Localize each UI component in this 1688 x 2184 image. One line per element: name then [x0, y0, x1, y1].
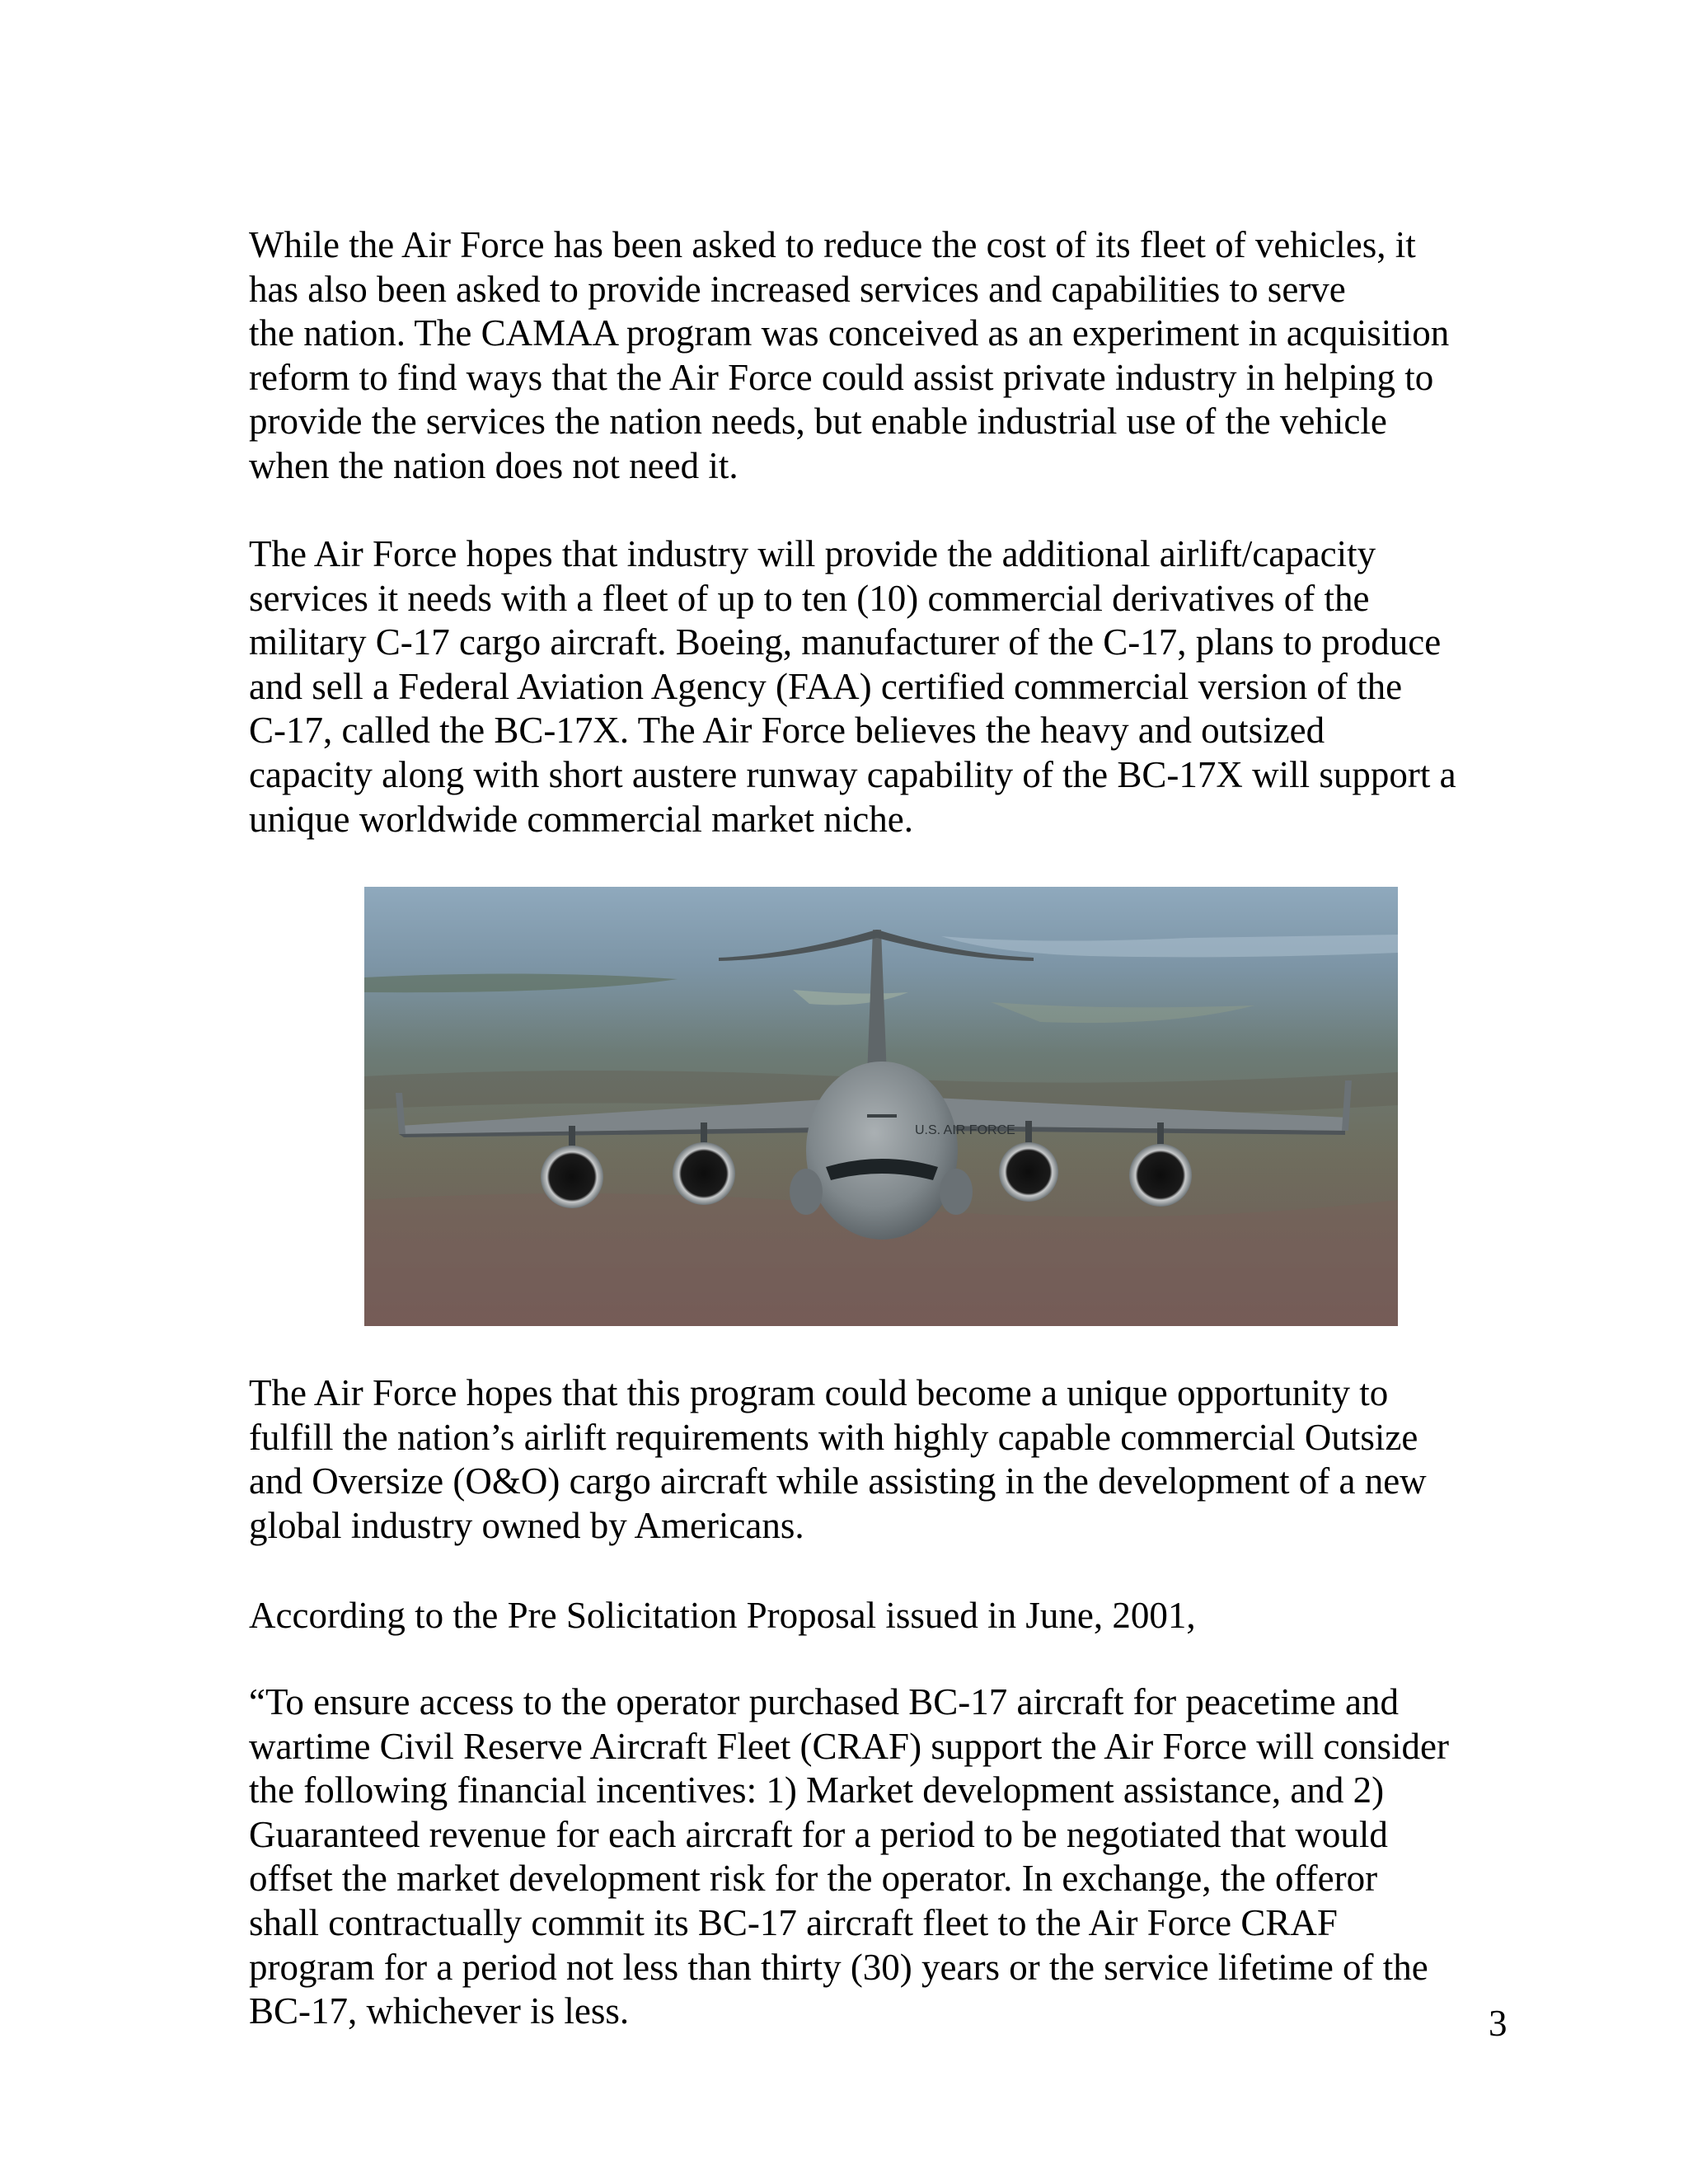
text-line: wartime Civil Reserve Aircraft Fleet (CRAF) support the Air Force will consider — [249, 1725, 1449, 1767]
text-line: fulfill the nation’s airlift requirements with highly capable commercial Outsize — [249, 1416, 1418, 1458]
text-line: While the Air Force has been asked to reduce the cost of its fleet of vehicles, it — [249, 224, 1416, 265]
paragraph-solicitation-intro — [249, 1594, 1535, 1638]
c17-aircraft-illustration — [364, 887, 1398, 1326]
text-line: the nation. The CAMAA program was conceived as an experiment in acquisition — [249, 312, 1450, 354]
text-line: when the nation does not need it. — [249, 444, 738, 486]
text-line: capacity along with short austere runway capability of the BC-17X will support a — [249, 753, 1456, 795]
text-line: services it needs with a fleet of up to ten (10) commercial derivatives of the — [249, 577, 1370, 619]
text-line: global industry owned by Americans. — [249, 1504, 804, 1546]
page-number: 3 — [1489, 2003, 1507, 2044]
text-line: shall contractually commit its BC-17 aircraft fleet to the Air Force CRAF — [249, 1901, 1338, 1943]
text-line: Guaranteed revenue for each aircraft for a period to be negotiated that would — [249, 1813, 1388, 1855]
text-line: unique worldwide commercial market niche. — [249, 798, 913, 840]
aircraft-photo — [364, 887, 1398, 1326]
text-line: offset the market development risk for the operator. In exchange, the offeror — [249, 1858, 1378, 1900]
text-line: The Air Force hopes that industry will provide the additional airlift/capacity — [249, 533, 1376, 574]
text-line: reform to find ways that the Air Force could assist private industry in helping to — [249, 356, 1434, 398]
text-line: BC-17, whichever is less. — [249, 1990, 630, 2032]
paragraph-bc17x-plan — [249, 532, 1535, 841]
text-line: and Oversize (O&O) cargo aircraft while assisting in the development of a new — [249, 1460, 1427, 1502]
text-line: military C-17 cargo aircraft. Boeing, manufacturer of the C-17, plans to produce — [249, 621, 1442, 663]
text-line: C-17, called the BC-17X. The Air Force believes the heavy and outsized — [249, 710, 1325, 752]
text-line: and sell a Federal Aviation Agency (FAA) certified commercial version of the — [249, 665, 1403, 707]
paragraph-camaa-intro — [249, 223, 1535, 489]
text-line: provide the services the nation needs, but enable industrial use of the vehicle — [249, 401, 1387, 443]
text-line: program for a period not less than thirty (30) years or the service lifetime of the — [249, 1946, 1428, 1988]
svg-text:U.S. AIR FORCE: U.S. AIR FORCE — [915, 1123, 1015, 1137]
text-line: the following financial incentives: 1) Market development assistance, and 2) — [249, 1769, 1385, 1811]
paragraph-solicitation-quote — [249, 1680, 1535, 2034]
text-line: According to the Pre Solicitation Proposal issued in June, 2001, — [249, 1595, 1196, 1636]
paragraph-opportunity — [249, 1371, 1535, 1548]
text-line: “To ensure access to the operator purchased BC-17 aircraft for peacetime and — [249, 1681, 1399, 1722]
text-line: The Air Force hopes that this program could become a unique opportunity to — [249, 1372, 1389, 1413]
text-line: has also been asked to provide increased services and capabilities to serve — [249, 268, 1346, 310]
